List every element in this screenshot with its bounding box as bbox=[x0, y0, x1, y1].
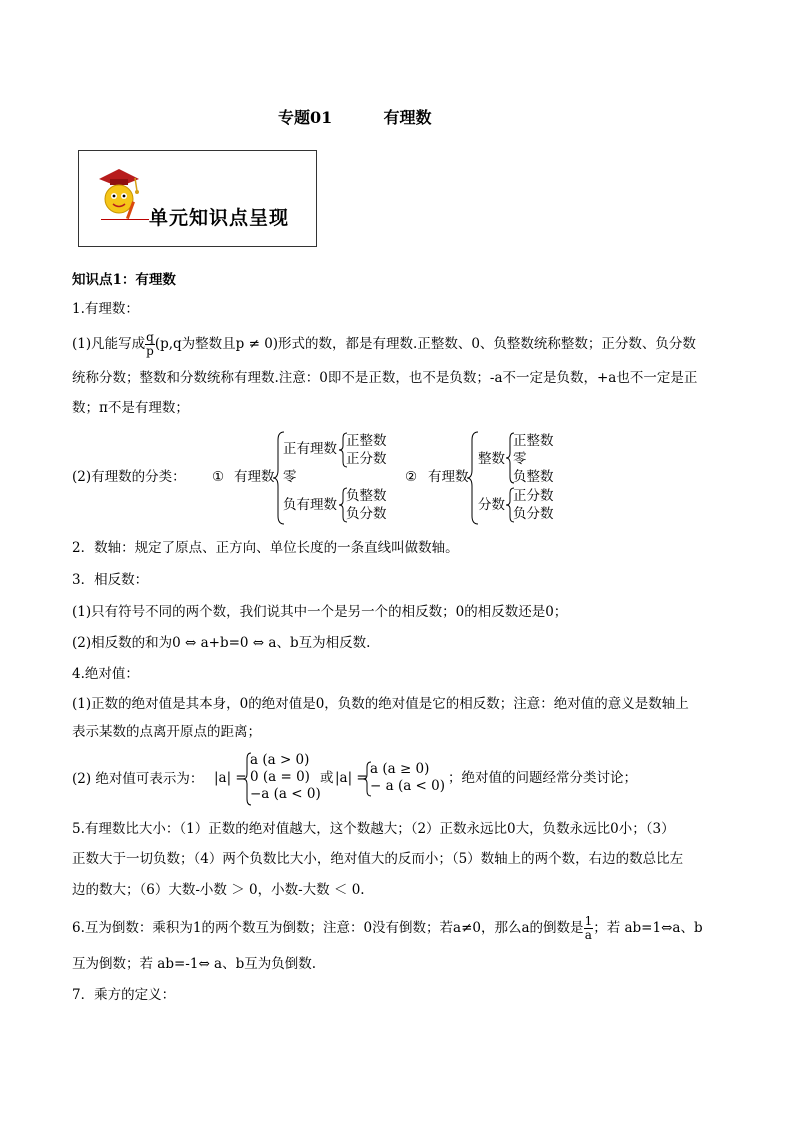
section-6-line-2: 互为倒数；若 ab=-1⇔ a、b互为负倒数. bbox=[72, 956, 317, 972]
abs-case-1: a (a > 0) bbox=[250, 752, 310, 768]
scheme-2-root: 有理数 bbox=[428, 469, 469, 485]
section-1-line-2: 统称分数；整数和分数统称有理数.注意：0即不是正数，也不是负数；-a不一定是负数，+a也不一定是正 bbox=[72, 370, 698, 386]
banner-text: 单元知识点呈现 bbox=[149, 207, 290, 229]
section-3-label: 3．相反数： bbox=[72, 572, 149, 588]
fraction-q-over-p: $\frac{q}{p}$ bbox=[146, 330, 154, 358]
banner-underline bbox=[101, 219, 149, 220]
class-positive-integer: 正整数 bbox=[346, 433, 387, 449]
class-fraction: 分数 bbox=[478, 497, 505, 513]
abs-formula-lhs: |a| = bbox=[214, 770, 247, 786]
class-positive-integer-2: 正整数 bbox=[513, 433, 554, 449]
section-6-line-1: 6.互为倒数：乘积为1的两个数互为倒数；注意：0没有倒数；若a≠0，那么a的倒数是 $\frac{1}{a}$ ；若 ab=1⇔a、b bbox=[72, 914, 703, 942]
abs-formula-note: ；绝对值的问题经常分类讨论； bbox=[448, 770, 637, 786]
class-positive-rational: 正有理数 bbox=[283, 441, 337, 457]
class-positive-fraction: 正分数 bbox=[346, 451, 387, 467]
section-4-label: 4.绝对值： bbox=[72, 666, 139, 682]
page-title bbox=[278, 105, 431, 128]
abs-formula-label: (2) 绝对值可表示为： bbox=[72, 771, 204, 787]
abs-case-nonneg: a (a ≥ 0) bbox=[370, 761, 430, 777]
unit-banner bbox=[78, 150, 317, 247]
section-1-line-3: 数；π不是有理数； bbox=[72, 400, 189, 416]
knowledge-point-heading: 知识点1：有理数 bbox=[72, 272, 176, 288]
scheme-1-root: 有理数 bbox=[234, 469, 275, 485]
class-negative-integer: 负整数 bbox=[346, 488, 387, 504]
section-1-line-1: (1)凡能写成 $\frac{q}{p}$ (p,q为整数且p ≠ 0)形式的数，都是有理数.正整数、0、负整数统称整数；正分数、负分数 bbox=[72, 330, 696, 358]
scheme-2-marker: ② bbox=[405, 469, 418, 485]
section-5-line-1: 5.有理数比大小：（1）正数的绝对值越大，这个数越大；（2）正数永远比0大，负数永远比0小；（3） bbox=[72, 821, 675, 837]
class-zero: 零 bbox=[283, 469, 297, 485]
class-positive-fraction-2: 正分数 bbox=[513, 488, 554, 504]
abs-or: 或 bbox=[320, 770, 334, 786]
class-integer: 整数 bbox=[478, 451, 505, 467]
section-5-line-3: 边的数大；（6）大数-小数 ＞ 0，小数-大数 ＜ 0. bbox=[72, 882, 365, 898]
title-topic: 专题01 bbox=[278, 108, 333, 127]
title-name: 有理数 bbox=[383, 108, 432, 127]
section-3-line-1: (1)只有符号不同的两个数，我们说其中一个是另一个的相反数；0的相反数还是0； bbox=[72, 604, 568, 620]
section-4-line-1: (1)正数的绝对值是其本身，0的绝对值是0，负数的绝对值是它的相反数；注意：绝对值的意义是数轴上 bbox=[72, 696, 689, 712]
graduate-mascot-icon bbox=[93, 165, 149, 225]
class-negative-rational: 负有理数 bbox=[283, 497, 337, 513]
section-1-label: 1.有理数： bbox=[72, 301, 139, 317]
class-negative-integer-2: 负整数 bbox=[513, 469, 554, 485]
abs-formula-lhs-2: |a| = bbox=[335, 770, 368, 786]
section-4-line-2: 表示某数的点离开原点的距离； bbox=[72, 724, 261, 740]
fraction-1-over-a: $\frac{1}{a}$ bbox=[584, 914, 593, 942]
abs-case-neg: − a (a < 0) bbox=[370, 778, 446, 794]
classification-label: (2)有理数的分类： bbox=[72, 469, 186, 485]
class-negative-fraction-2: 负分数 bbox=[513, 506, 554, 522]
class-negative-fraction: 负分数 bbox=[346, 506, 387, 522]
section-2-number-line: 2．数轴：规定了原点、正方向、单位长度的一条直线叫做数轴。 bbox=[72, 540, 459, 556]
class-zero-2: 零 bbox=[513, 451, 527, 467]
scheme-1-marker: ① bbox=[212, 469, 225, 485]
abs-case-2: 0 (a = 0) bbox=[250, 769, 310, 785]
section-7-label: 7．乘方的定义： bbox=[72, 987, 176, 1003]
section-5-line-2: 正数大于一切负数；（4）两个负数比大小，绝对值大的反而小；（5）数轴上的两个数，右边的数总比左 bbox=[72, 851, 684, 867]
abs-case-3: −a (a < 0) bbox=[250, 786, 321, 802]
section-3-line-2: (2)相反数的和为0 ⇔ a+b=0 ⇔ a、b互为相反数. bbox=[72, 635, 371, 651]
